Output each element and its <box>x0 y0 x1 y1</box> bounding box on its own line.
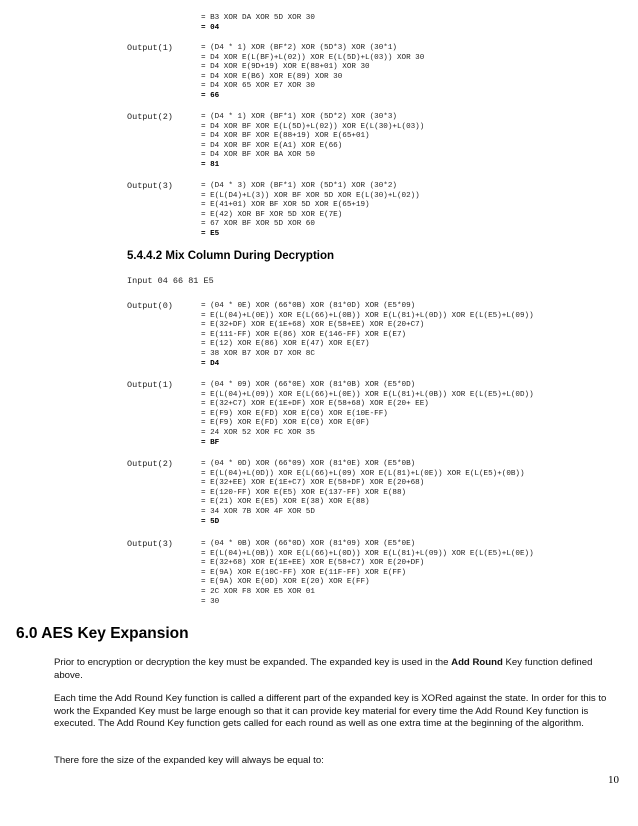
paragraph-3: There fore the size of the expanded key will always be equal to: <box>54 755 324 766</box>
calc-line: = 66 <box>201 91 220 100</box>
calc-line: = D4 XOR E(L(BF)+L(02)) XOR E(L(5D)+L(03)) XOR 30 <box>201 53 425 62</box>
calc-line: = E(21) XOR E(E5) XOR E(38) XOR E(88) <box>201 498 370 507</box>
calc-line: = (04 * 0E) XOR (66*0B) XOR (81*0D) XOR (E5*09) <box>201 302 416 310</box>
calc-line: = E(9A) XOR E(10C-FF) XOR E(11F-FF) XOR E(FF) <box>201 568 407 577</box>
calc-line: = E(32+C7) XOR E(1E+DF) XOR E(58+68) XOR E(20+ EE) <box>201 400 429 409</box>
output-calculation <box>201 182 420 240</box>
calc-line: = B3 XOR DA XOR 5D XOR 30 <box>201 14 315 22</box>
calc-line: = (04 * 0B) XOR (66*0D) XOR (81*09) XOR (E5*0E) <box>201 540 416 548</box>
output-calculation <box>201 540 534 607</box>
output-label: Output(1) <box>127 380 173 390</box>
calc-line: = (04 * 0D) XOR (66*09) XOR (81*0E) XOR (E5*0B) <box>201 460 416 468</box>
calc-line: = D4 XOR BF XOR BA XOR 50 <box>201 151 315 160</box>
calc-line: = E(L(04)+L(0E)) XOR E(L(66)+L(0B)) XOR E(L(81)+L(0D)) XOR E(L(E5)+L(09)) <box>201 311 534 320</box>
calc-line: = E(L(04)+L(0D)) XOR E(L(66)+L(09) XOR E(L(81)+L(0E)) XOR E(L(E5)+(0B)) <box>201 469 525 478</box>
calc-line: = 34 XOR 7B XOR 4F XOR 5D <box>201 507 315 516</box>
calc-line: = E(120-FF) XOR E(E5) XOR E(137-FF) XOR E(88) <box>201 488 407 497</box>
paragraph-1-bold: Add Round <box>451 657 503 668</box>
output-label: Output(2) <box>127 459 173 469</box>
calc-line: = E(9A) XOR E(0D) XOR E(20) XOR E(FF) <box>201 578 370 587</box>
calc-line: = 5D <box>201 517 220 526</box>
output-calculation <box>201 381 534 448</box>
calc-line: = D4 XOR BF XOR E(88+19) XOR E(65+01) <box>201 132 370 141</box>
output-calculation <box>201 302 534 369</box>
output-label: Output(3) <box>127 181 173 191</box>
calc-line: = 24 XOR 52 XOR FC XOR 35 <box>201 428 315 437</box>
subsection-heading: 5.4.4.2 Mix Column During Decryption <box>127 250 335 262</box>
calc-line: = D4 XOR E(9D+19) XOR E(88+01) XOR 30 <box>201 63 370 72</box>
calc-line: = D4 XOR 65 XOR E7 XOR 30 <box>201 82 315 91</box>
output-calculation <box>201 44 424 102</box>
paragraph-1 <box>54 657 614 682</box>
calc-line: = D4 <box>201 359 220 368</box>
calc-line: = E(L(04)+L(0B)) XOR E(L(66)+L(0D)) XOR E(L(81)+L(09)) XOR E(L(E5)+L(0E)) <box>201 549 534 558</box>
calc-line: = 2C XOR F8 XOR E5 XOR 01 <box>201 587 315 596</box>
continued-calculation <box>201 14 315 33</box>
calc-line: = 67 XOR BF XOR 5D XOR 60 <box>201 220 315 229</box>
calc-line: = E(L(D4)+L(3)) XOR BF XOR 5D XOR E(L(30)+L(02)) <box>201 191 420 200</box>
calc-line: = D4 XOR E(B6) XOR E(89) XOR 30 <box>201 72 343 81</box>
calc-line: = E(32+68) XOR E(1E+EE) XOR E(58+C7) XOR E(20+DF) <box>201 559 425 568</box>
calc-line: = E(111-FF) XOR E(86) XOR E(146-FF) XOR E(E7) <box>201 330 407 339</box>
calc-line: = E(F9) XOR E(FD) XOR E(C0) XOR E(10E-FF) <box>201 409 388 418</box>
output-calculation <box>201 460 525 527</box>
calc-line: = (D4 * 1) XOR (BF*1) XOR (5D*2) XOR (30*3) <box>201 113 397 121</box>
output-label: Output(3) <box>127 539 173 549</box>
calc-line: = (D4 * 1) XOR (BF*2) XOR (5D*3) XOR (30*1) <box>201 44 397 52</box>
calc-line: = E(42) XOR BF XOR 5D XOR E(7E) <box>201 210 343 219</box>
calc-line: = (D4 * 3) XOR (BF*1) XOR (5D*1) XOR (30*2) <box>201 182 397 190</box>
calc-line: = 81 <box>201 160 220 169</box>
calc-line: = E(12) XOR E(86) XOR E(47) XOR E(E7) <box>201 340 370 349</box>
calc-line: = E(L(04)+L(09)) XOR E(L(66)+L(0E)) XOR E(L(81)+L(0B)) XOR E(L(E5)+L(0D)) <box>201 390 534 399</box>
output-calculation <box>201 113 424 171</box>
calc-line: = E(F9) XOR E(FD) XOR E(C0) XOR E(0F) <box>201 419 370 428</box>
output-label: Output(2) <box>127 112 173 122</box>
section-heading: 6.0 AES Key Expansion <box>16 625 189 642</box>
calc-line: = E(32+DF) XOR E(1E+68) XOR E(58+EE) XOR E(20+C7) <box>201 321 425 330</box>
paragraph-2: Each time the Add Round Key function is called a different part of the expanded key is XORed against the state. In order for this to work the Expanded Key must be large enough so that it can provide key material for every time the Add Round Key function is executed. The Add Round Key function gets called for each round as well as one extra time at the beginning of the algorithm. <box>54 693 607 730</box>
output-label: Output(0) <box>127 301 173 311</box>
calc-line: = (04 * 09) XOR (66*0E) XOR (81*0B) XOR (E5*0D) <box>201 381 416 389</box>
calc-line: = E5 <box>201 229 220 238</box>
calc-line: = 38 XOR B7 XOR D7 XOR 8C <box>201 349 315 358</box>
input-line: Input 04 66 81 E5 <box>127 276 214 286</box>
calc-line: = E(32+EE) XOR E(1E+C7) XOR E(58+DF) XOR E(20+68) <box>201 479 425 488</box>
paragraph-1-text-b: Key function defined above. <box>54 657 593 681</box>
calc-line: = D4 XOR BF XOR E(L(5D)+L(02)) XOR E(L(30)+L(03)) <box>201 122 425 131</box>
calc-line: = BF <box>201 438 220 447</box>
calc-line: = D4 XOR BF XOR E(A1) XOR E(66) <box>201 141 343 150</box>
paragraph-1-text-a: Prior to encryption or decryption the key must be expanded. The expanded key is used in the <box>54 657 452 668</box>
calc-line: = E(41+01) XOR BF XOR 5D XOR E(65+19) <box>201 201 370 210</box>
output-label: Output(1) <box>127 43 173 53</box>
calc-line: = 04 <box>201 23 220 32</box>
page-number: 10 <box>608 774 619 786</box>
calc-line: = 30 <box>201 597 220 606</box>
